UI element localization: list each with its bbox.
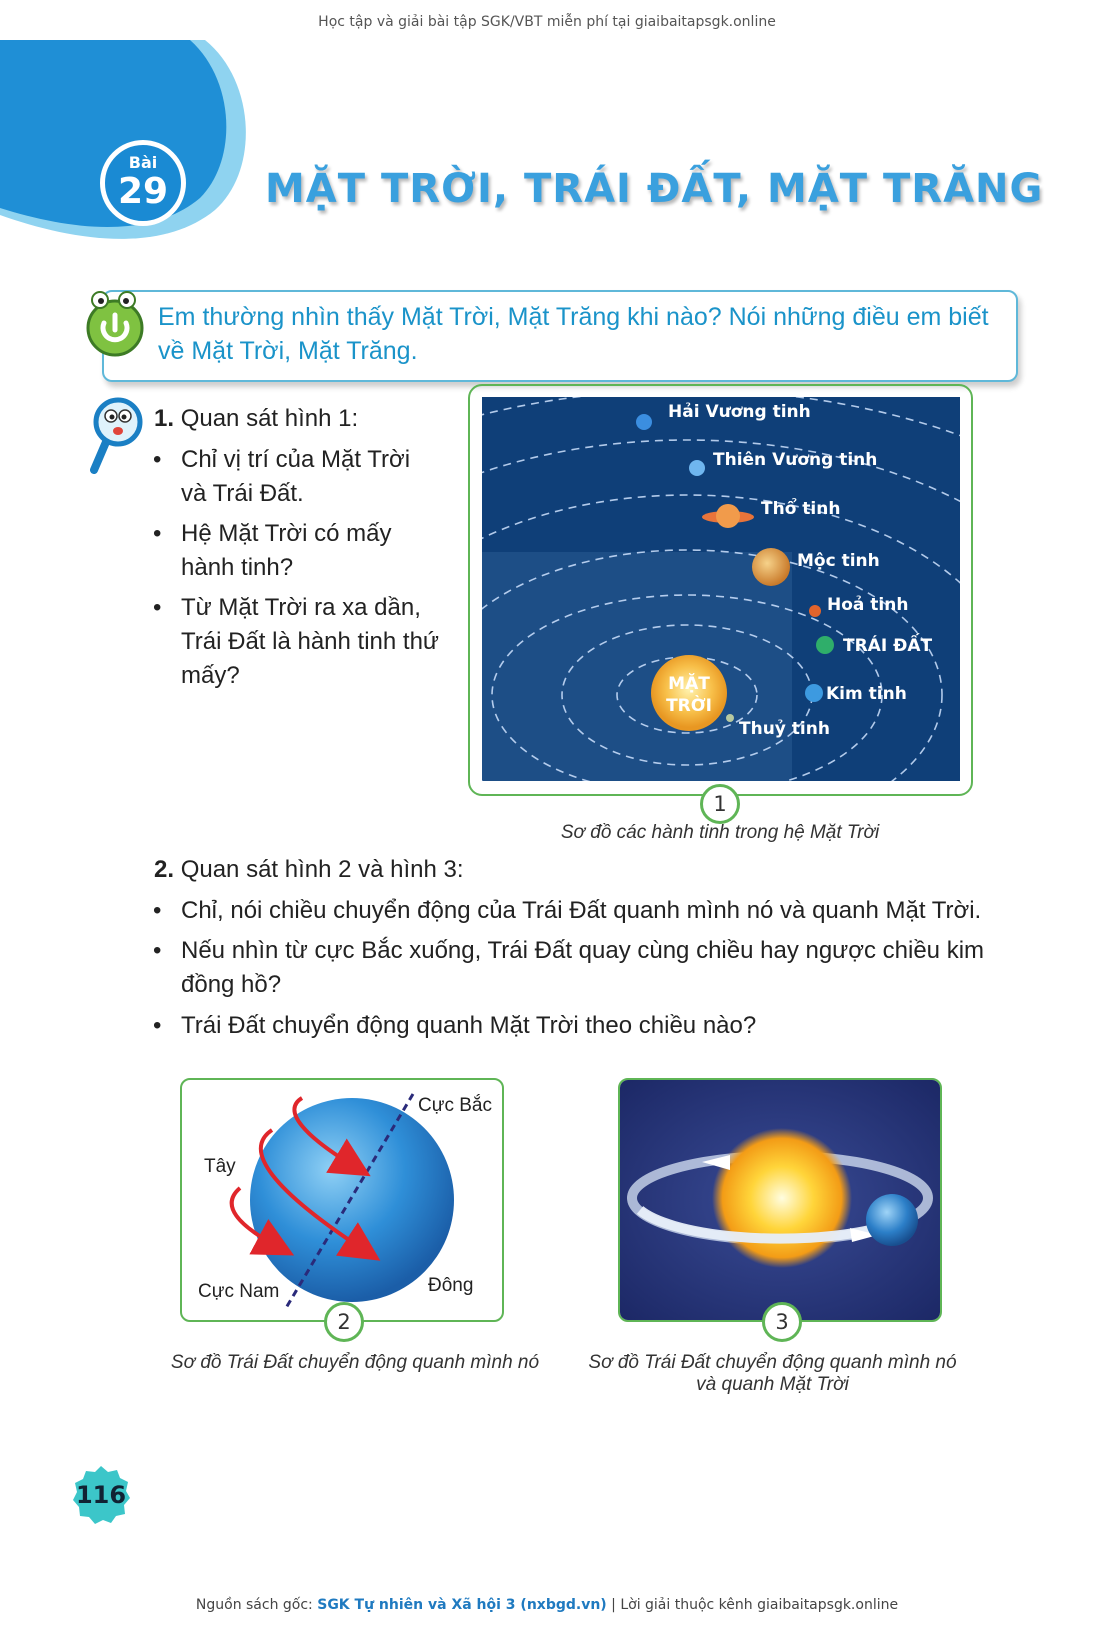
lesson-label: Bài — [128, 153, 158, 172]
label-venus: Kim tinh — [826, 684, 907, 704]
earth-globe — [250, 1098, 454, 1302]
figure3-badge: 3 — [762, 1302, 802, 1342]
saturn — [716, 504, 740, 528]
page-number — [70, 1464, 132, 1526]
earth-rotation-diagram — [182, 1080, 502, 1320]
earth-orbit-diagram — [620, 1080, 940, 1320]
figure3-caption-line1: Sơ đồ Trái Đất chuyển động quanh mình nó — [588, 1352, 957, 1373]
label-uranus: Thiên Vương tinh — [713, 450, 878, 470]
activity1-heading — [154, 402, 358, 436]
earth-3 — [866, 1194, 918, 1246]
footer-book-link[interactable]: SGK Tự nhiên và Xã hội 3 (nxbgd.vn) — [317, 1597, 607, 1613]
figure2-caption: Sơ đồ Trái Đất chuyển động quanh mình nó — [170, 1352, 540, 1373]
intro-question-text: Em thường nhìn thấy Mặt Trời, Mặt Trăng khi nào? Nói những điều em biết về Mặt Trời, Mặt Trăng. — [158, 303, 989, 365]
solar-system-diagram — [482, 397, 960, 781]
lesson-title: MẶT TRỜI, TRÁI ĐẤT, MẶT TRĂNG — [265, 166, 1044, 212]
activity1-bullet-1: • Chỉ vị trí của Mặt Trời và Trái Đất. — [181, 443, 431, 511]
label-mars: Hoả tinh — [827, 595, 909, 615]
activity1-heading-text: Quan sát hình 1: — [180, 405, 359, 432]
label-west: Tây — [204, 1156, 236, 1177]
figure2-badge: 2 — [324, 1302, 364, 1342]
activity2-bullet-3: • Trái Đất chuyển động quanh Mặt Trời theo chiều nào? — [181, 1009, 991, 1043]
lesson-badge — [100, 140, 186, 226]
activity1-number: 1. — [154, 405, 175, 432]
activity1-bullet-3: • Từ Mặt Trời ra xa dần, Trái Đất là hành tinh thứ mấy? — [181, 591, 451, 693]
label-jupiter: Mộc tinh — [797, 551, 880, 571]
header-text: Học tập và giải bài tập SGK/VBT miễn phí tại giaibaitapsgk.online — [318, 14, 776, 30]
label-saturn: Thổ tinh — [761, 499, 841, 519]
label-neptune: Hải Vương tinh — [668, 402, 811, 422]
mars — [809, 605, 821, 617]
activity2-number: 2. — [154, 856, 175, 883]
activity2-bullet-1: • Chỉ, nói chiều chuyển động của Trái Đất quanh mình nó và quanh Mặt Trời. — [181, 894, 1001, 928]
earth — [816, 636, 834, 654]
page-number-text: 116 — [75, 1481, 127, 1509]
label-earth: TRÁI ĐẤT — [843, 636, 933, 656]
magnifier-mascot-icon — [88, 392, 148, 474]
activity2-heading — [154, 853, 464, 887]
label-south-pole: Cực Nam — [198, 1281, 280, 1302]
sun-label-1: MẶT — [668, 674, 710, 694]
lesson-number: 29 — [117, 171, 169, 212]
venus — [805, 684, 823, 702]
figure3-caption — [570, 1352, 975, 1396]
footer-prefix: Nguồn sách gốc: — [195, 1597, 313, 1613]
mascot-power-icon — [82, 288, 148, 358]
sun-label-2: TRỜI — [666, 696, 712, 716]
figure3-caption-line2: và quanh Mặt Trời — [696, 1374, 849, 1395]
activity2-bullet-2: • Nếu nhìn từ cực Bắc xuống, Trái Đất quay cùng chiều hay ngược chiều kim đồng hồ? — [181, 934, 991, 1002]
figure1-badge: 1 — [700, 784, 740, 824]
label-east: Đông — [428, 1275, 474, 1296]
activity1-bullet-2: • Hệ Mặt Trời có mấy hành tinh? — [181, 517, 431, 585]
jupiter — [752, 548, 790, 586]
label-north-pole: Cực Bắc — [418, 1095, 492, 1116]
uranus — [689, 460, 705, 476]
footer — [0, 1597, 1094, 1613]
sun-3 — [712, 1128, 852, 1268]
footer-suffix: | Lời giải thuộc kênh giaibaitapsgk.online — [611, 1597, 899, 1613]
neptune — [636, 414, 652, 430]
label-mercury: Thuỷ tinh — [739, 719, 830, 739]
mercury — [726, 714, 734, 722]
activity2-heading-text: Quan sát hình 2 và hình 3: — [180, 856, 464, 883]
figure1-caption: Sơ đồ các hành tinh trong hệ Mặt Trời — [560, 822, 880, 843]
